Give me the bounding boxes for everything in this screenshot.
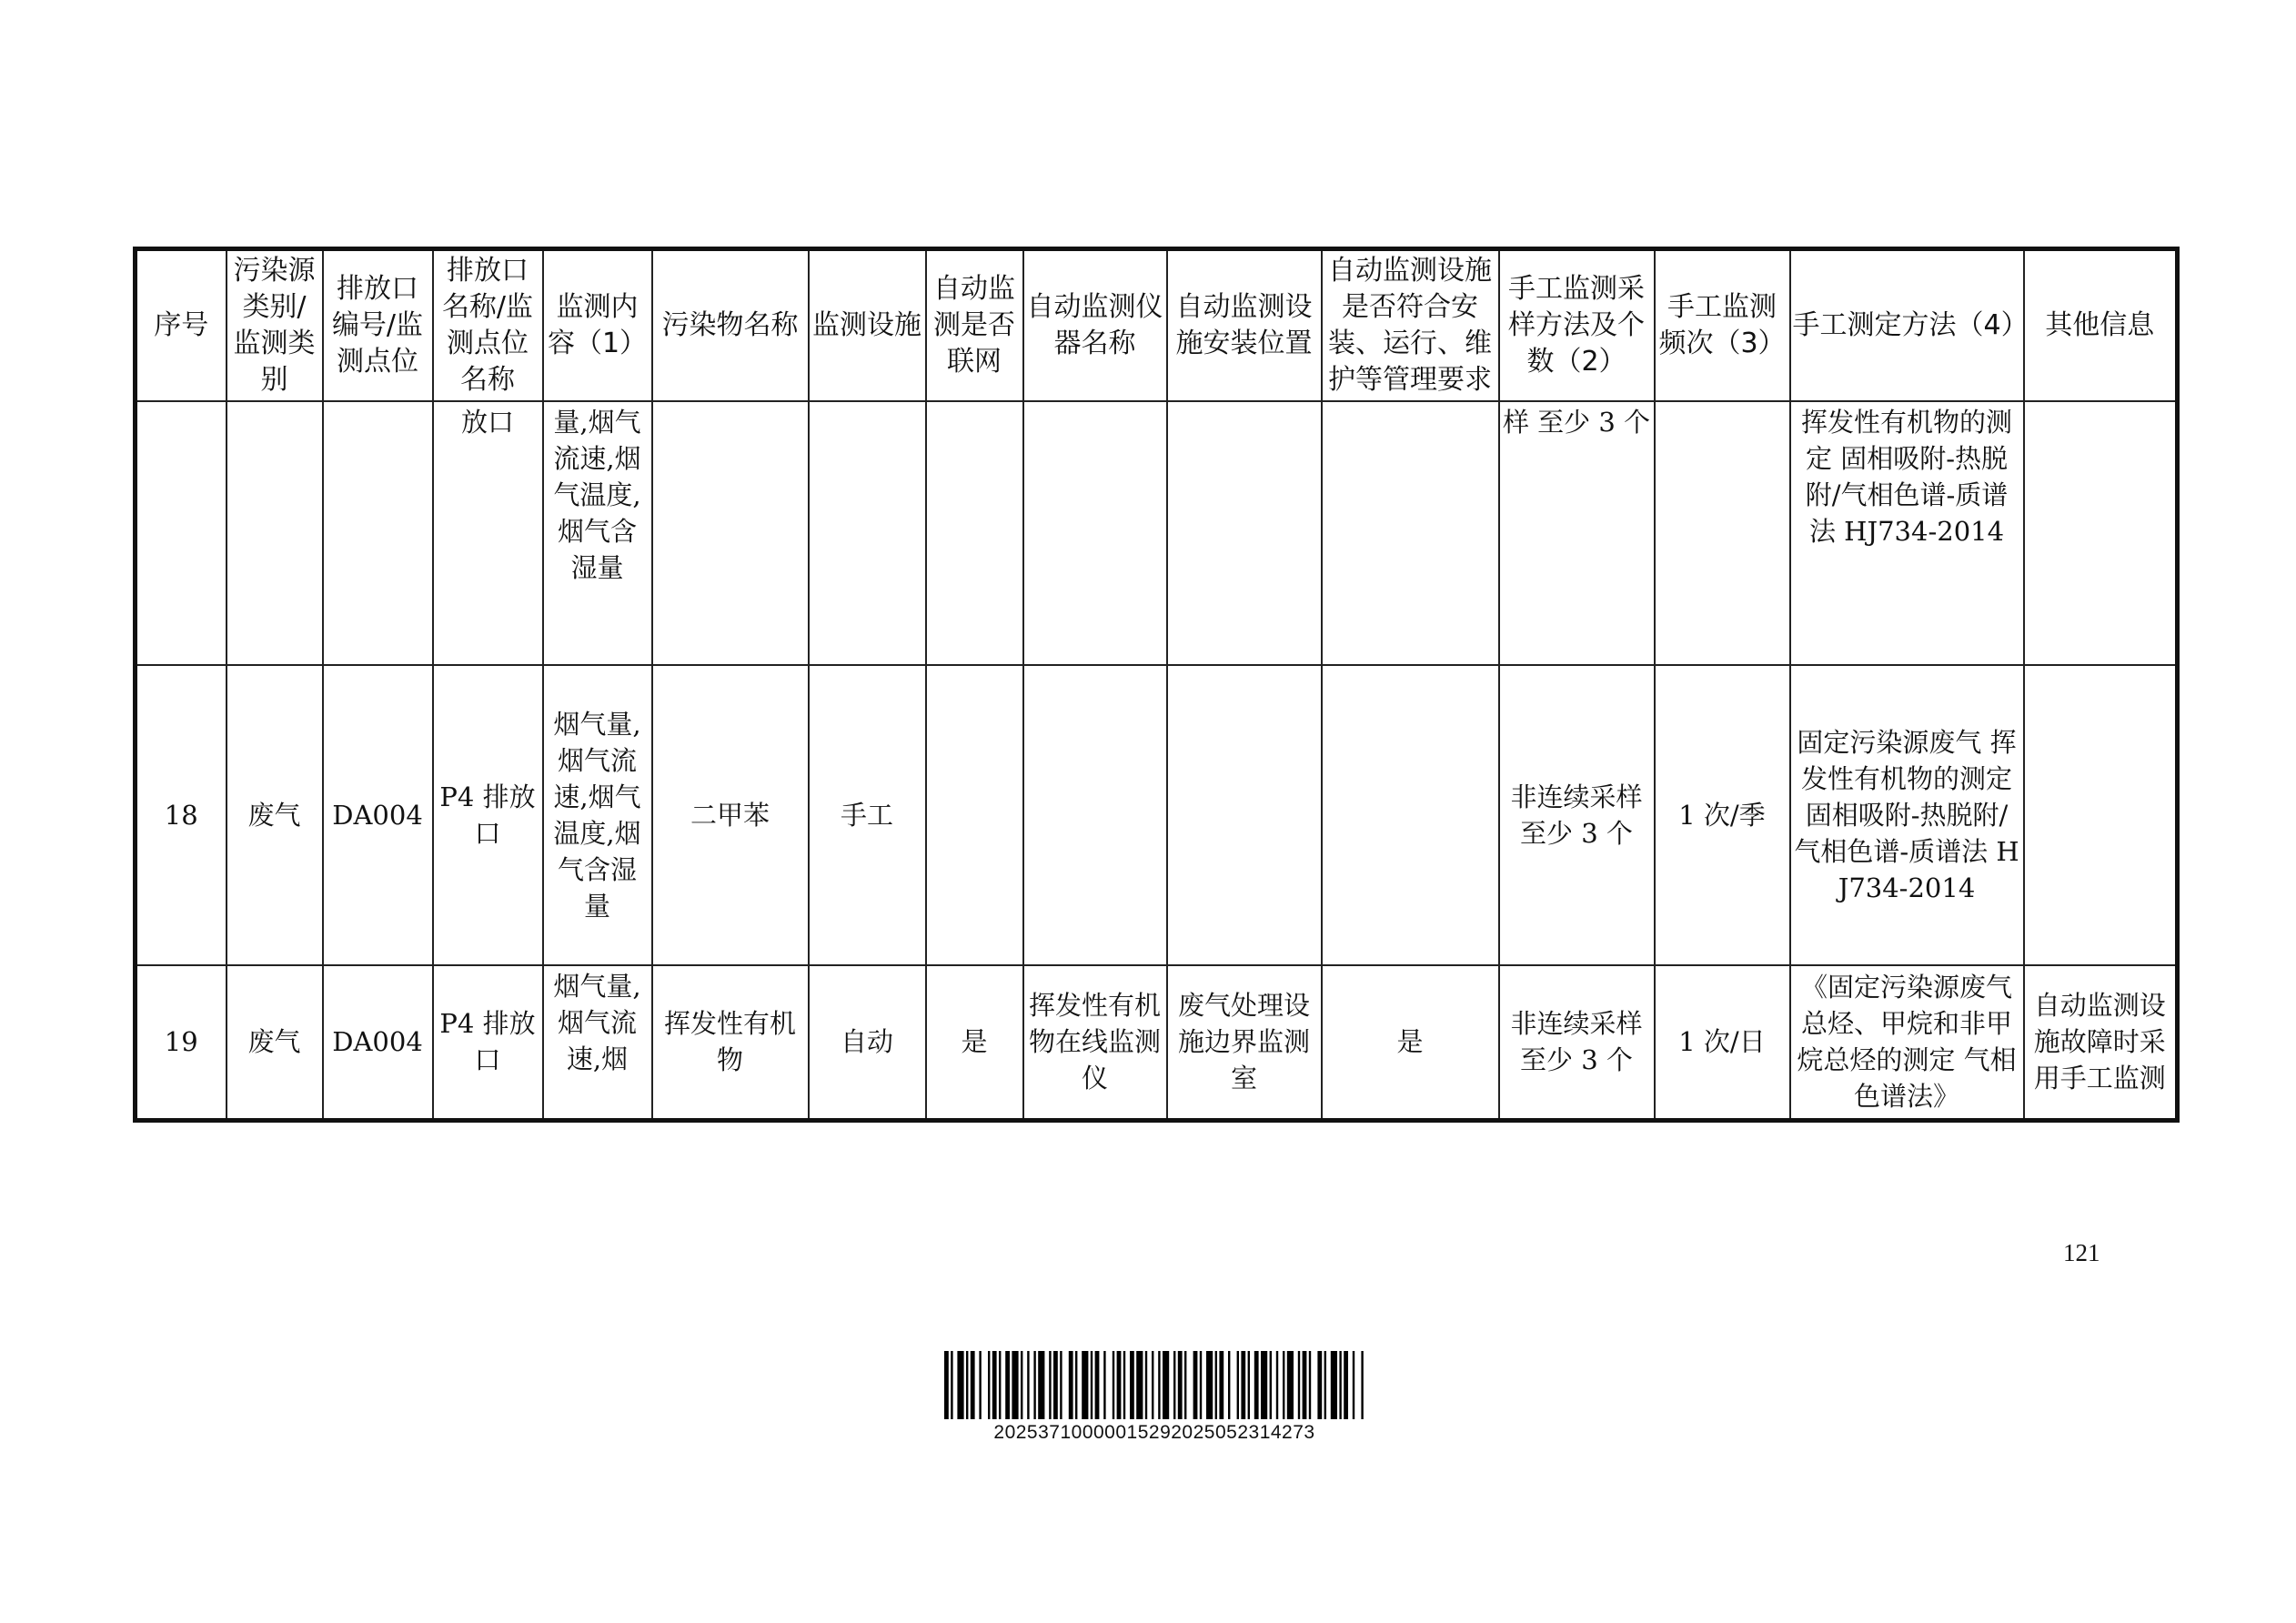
cell-seq: 18 [136, 665, 227, 965]
cell-source-type: 废气 [227, 665, 323, 965]
cell-frequency: 1 次/季 [1655, 665, 1790, 965]
cell-seq [136, 401, 227, 665]
header-install-location: 自动监测设施安装位置 [1167, 249, 1322, 402]
cell-outlet-id [323, 401, 433, 665]
header-instrument: 自动监测仪器名称 [1023, 249, 1167, 402]
header-outlet-name: 排放口名称/监测点位名称 [433, 249, 543, 402]
cell-instrument [1023, 665, 1167, 965]
cell-sampling-method: 非连续采样 至少 3 个 [1499, 965, 1655, 1120]
cell-test-method: 挥发性有机物的测定 固相吸附-热脱附/气相色谱-质谱法 HJ734-2014 [1790, 401, 2024, 665]
table-row [136, 965, 2178, 1120]
cell-install-location [1167, 665, 1322, 965]
cell-install-location [1167, 401, 1322, 665]
cell-pollutant: 挥发性有机物 [652, 965, 809, 1120]
header-outlet-id: 排放口编号/监测点位 [323, 249, 433, 402]
cell-other-info [2024, 665, 2178, 965]
cell-install-location: 废气处理设施边界监测室 [1167, 965, 1322, 1120]
header-test-method: 手工测定方法（4） [1790, 249, 2024, 402]
cell-source-type: 废气 [227, 965, 323, 1120]
cell-compliance [1322, 665, 1499, 965]
cell-source-type [227, 401, 323, 665]
header-seq: 序号 [136, 249, 227, 402]
table-row [136, 665, 2178, 965]
table-header [136, 249, 2178, 402]
cell-networked [926, 665, 1023, 965]
cell-test-method: 固定污染源废气 挥发性有机物的测定 固相吸附-热脱附/气相色谱-质谱法 HJ734-2014 [1790, 665, 2024, 965]
cell-seq: 19 [136, 965, 227, 1120]
cell-instrument: 挥发性有机物在线监测仪 [1023, 965, 1167, 1120]
page-number: 121 [2063, 1239, 2100, 1266]
cell-sampling-method: 样 至少 3 个 [1499, 401, 1655, 665]
cell-pollutant: 二甲苯 [652, 665, 809, 965]
header-frequency: 手工监测频次（3） [1655, 249, 1790, 402]
header-facility: 监测设施 [809, 249, 926, 402]
cell-sampling-method: 非连续采样 至少 3 个 [1499, 665, 1655, 965]
cell-facility [809, 401, 926, 665]
header-networked: 自动监测是否联网 [926, 249, 1023, 402]
cell-compliance: 是 [1322, 965, 1499, 1120]
cell-frequency: 1 次/日 [1655, 965, 1790, 1120]
monitoring-table [133, 247, 2180, 1123]
cell-outlet-name: P4 排放口 [433, 965, 543, 1120]
header-monitor-content: 监测内容（1） [543, 249, 652, 402]
cell-instrument [1023, 401, 1167, 665]
cell-other-info: 自动监测设施故障时采用手工监测 [2024, 965, 2178, 1120]
cell-outlet-id: DA004 [323, 965, 433, 1120]
cell-monitor-content: 烟气量,烟气流速,烟 [543, 965, 652, 1120]
cell-outlet-name: 放口 [433, 401, 543, 665]
cell-facility: 自动 [809, 965, 926, 1120]
cell-other-info [2024, 401, 2178, 665]
barcode-number: 20253710000015292025052314273 [993, 1422, 1315, 1443]
header-sampling-method: 手工监测采样方法及个数（2） [1499, 249, 1655, 402]
cell-compliance [1322, 401, 1499, 665]
cell-pollutant [652, 401, 809, 665]
cell-networked [926, 401, 1023, 665]
header-pollutant: 污染物名称 [652, 249, 809, 402]
cell-facility: 手工 [809, 665, 926, 965]
table-row [136, 401, 2178, 665]
header-compliance: 自动监测设施是否符合安装、运行、维护等管理要求 [1322, 249, 1499, 402]
cell-monitor-content: 烟气量,烟气流速,烟气温度,烟气含湿量 [543, 665, 652, 965]
cell-outlet-id: DA004 [323, 665, 433, 965]
cell-networked: 是 [926, 965, 1023, 1120]
header-other-info: 其他信息 [2024, 249, 2178, 402]
cell-test-method: 《固定污染源废气 总烃、甲烷和非甲烷总烃的测定 气相色谱法》 [1790, 965, 2024, 1120]
cell-frequency [1655, 401, 1790, 665]
barcode-icon [944, 1351, 1365, 1419]
header-source-type: 污染源类别/监测类别 [227, 249, 323, 402]
cell-outlet-name: P4 排放口 [433, 665, 543, 965]
cell-monitor-content: 量,烟气流速,烟气温度,烟气含湿量 [543, 401, 652, 665]
